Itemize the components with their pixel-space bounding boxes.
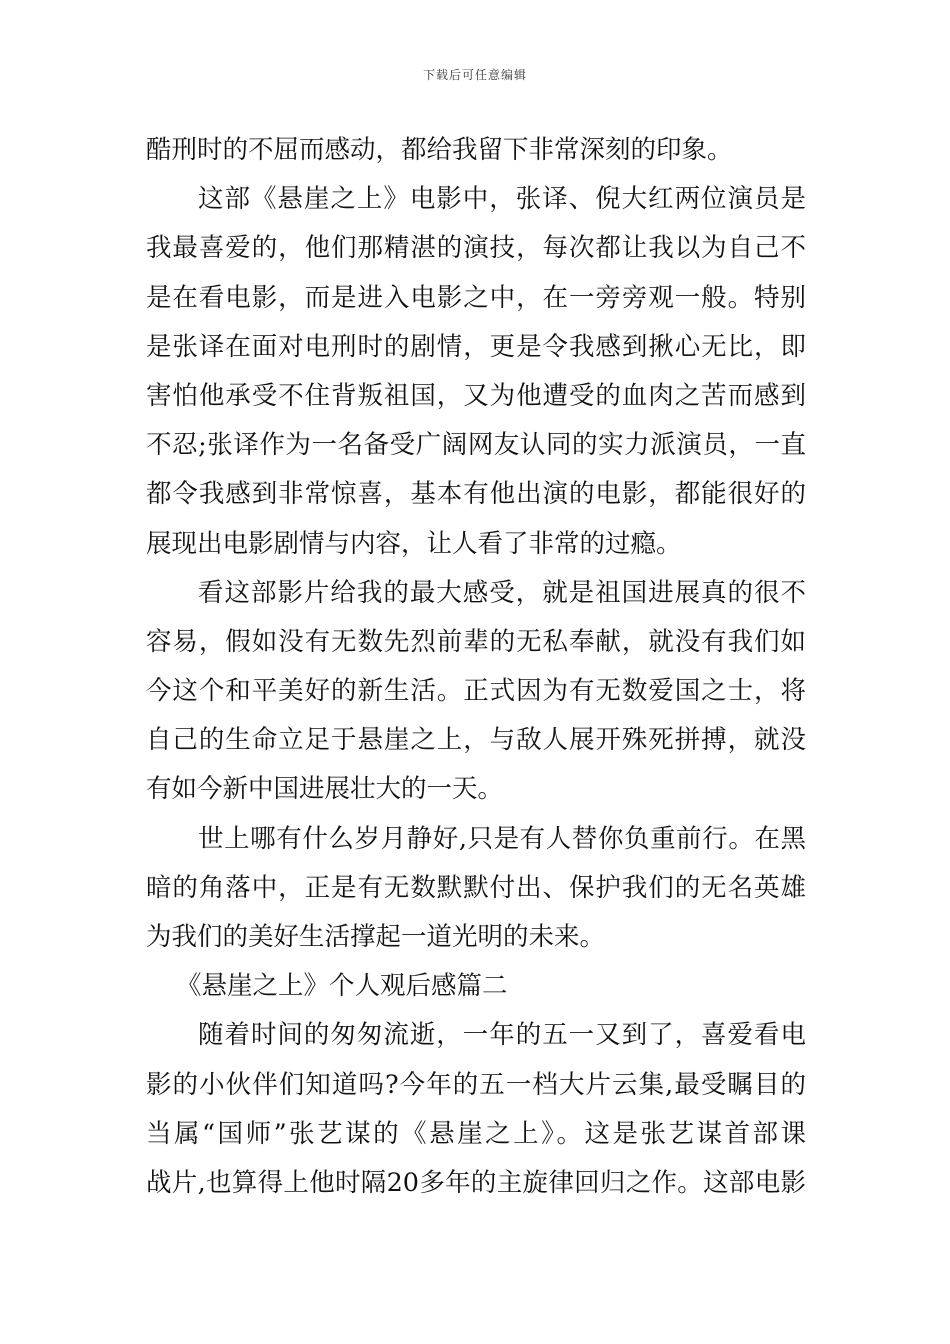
- text-line: 世上哪有什么岁月静好,只是有人替你负重前行。在黑: [198, 823, 806, 854]
- text-line: 容易，假如没有无数先烈前辈的无私奉献，就没有我们如: [146, 626, 806, 657]
- text-line: 暗的角落中，正是有无数默默付出、保护我们的无名英雄: [146, 872, 806, 903]
- text-line: 都令我感到非常惊喜，基本有他出演的电影，都能很好的: [146, 479, 806, 510]
- text-line: 害怕他承受不住背叛祖国，又为他遭受的血肉之苦而感到: [146, 380, 806, 411]
- text-line: 为我们的美好生活撑起一道光明的未来。: [146, 922, 606, 952]
- header-note: 下载后可任意编辑: [422, 68, 527, 82]
- text-line: 是张译在面对电刑时的剧情，更是令我感到揪心无比，即: [146, 331, 806, 362]
- paragraph: [146, 569, 806, 815]
- paragraph: [146, 815, 806, 963]
- text-line: 我最喜爱的，他们那精湛的演技，每次都让我以为自己不: [146, 233, 806, 264]
- text-line: 不忍;张译作为一名备受广阔网友认同的实力派演员，一直: [146, 430, 806, 461]
- text-line: 是在看电影，而是进入电影之中，在一旁旁观一般。特别: [146, 282, 806, 313]
- text-line: 这部《悬崖之上》电影中，张译、倪大红两位演员是: [198, 184, 806, 215]
- document-body: [146, 126, 806, 1208]
- text-line: 当属“国师”张艺谋的《悬崖之上》。这是张艺谋首部课: [146, 1118, 806, 1149]
- section-heading: 《悬崖之上》个人观后感篇二: [176, 971, 508, 1002]
- paragraph: [146, 126, 806, 175]
- text-line: 自己的生命立足于悬崖之上，与敌人展开殊死拼搏，就没: [146, 725, 806, 756]
- text-line: 随着时间的匆匆流逝，一年的五一又到了，喜爱看电: [198, 1020, 806, 1051]
- text-line: 看这部影片给我的最大感受，就是祖国进展真的很不: [198, 577, 806, 608]
- text-line: 战片,也算得上他时隔20多年的主旋律回归之作。这部电影: [146, 1167, 806, 1198]
- paragraph: [146, 1011, 806, 1208]
- text-line: 影的小伙伴们知道吗?今年的五一档大片云集,最受瞩目的: [146, 1069, 806, 1100]
- text-line: 酷刑时的不屈而感动，都给我留下非常深刻的印象。: [146, 135, 733, 165]
- paragraph: [146, 175, 806, 569]
- text-line: 有如今新中国进展壮大的一天。: [146, 774, 504, 805]
- text-line: 展现出电影剧情与内容，让人看了非常的过瘾。: [146, 528, 682, 559]
- text-line: 今这个和平美好的新生活。正式因为有无数爱国之士，将: [146, 676, 806, 707]
